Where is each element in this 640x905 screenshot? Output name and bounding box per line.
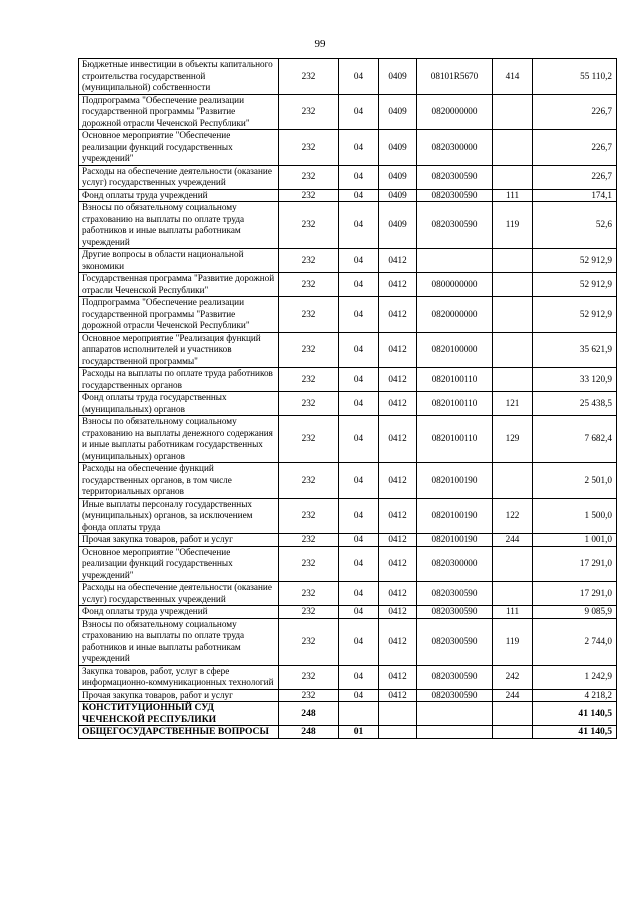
target-article-cell: 0820300590 [417,606,493,619]
expense-type-cell: 244 [493,689,533,702]
table-row [79,463,617,499]
item-name-cell: Бюджетные инвестиции в объекты капитального строительства государственной (муниципальной) собственности [79,59,279,95]
subsection-code-cell: 0412 [379,618,417,665]
item-name-cell: Основное мероприятие "Обеспечение реализации функций государственных учреждений" [79,130,279,166]
amount-cell: 174,1 [533,189,617,202]
page-number: 99 [314,38,326,50]
section-code-cell: 04 [339,582,379,606]
section-code-cell [339,702,379,726]
ministry-code-cell: 232 [279,416,339,463]
item-name-cell: ОБЩЕГОСУДАРСТВЕННЫЕ ВОПРОСЫ [79,726,279,739]
amount-cell: 1 001,0 [533,534,617,547]
section-code-cell: 04 [339,463,379,499]
expense-type-cell: 244 [493,534,533,547]
ministry-code-cell: 232 [279,546,339,582]
item-name-cell: Подпрограмма "Обеспечение реализации государственной программы "Развитие дорожной отрасли Чеченской Республики" [79,94,279,130]
subsection-code-cell: 0412 [379,249,417,273]
expense-type-cell: 121 [493,392,533,416]
table-row [79,249,617,273]
expense-type-cell [493,130,533,166]
table-row [79,498,617,534]
section-code-cell: 04 [339,273,379,297]
amount-cell: 52 912,9 [533,273,617,297]
expense-type-cell [493,368,533,392]
expense-type-cell: 119 [493,202,533,249]
ministry-code-cell: 232 [279,392,339,416]
target-article-cell: 08101R5670 [417,59,493,95]
subsection-code-cell: 0412 [379,546,417,582]
amount-cell: 2 501,0 [533,463,617,499]
expense-type-cell: 122 [493,498,533,534]
subsection-code-cell: 0412 [379,297,417,333]
target-article-cell [417,249,493,273]
table-row [79,94,617,130]
section-code-cell: 04 [339,189,379,202]
target-article-cell: 0820100190 [417,534,493,547]
section-code-cell: 04 [339,332,379,368]
amount-cell: 52 912,9 [533,249,617,273]
ministry-code-cell: 232 [279,498,339,534]
subsection-code-cell [379,726,417,739]
table-row [79,618,617,665]
amount-cell: 52,6 [533,202,617,249]
subsection-code-cell: 0412 [379,273,417,297]
amount-cell: 52 912,9 [533,297,617,333]
ministry-code-cell: 232 [279,165,339,189]
expense-type-cell [493,702,533,726]
target-article-cell: 0820100190 [417,463,493,499]
table-row [79,59,617,95]
table-row [79,392,617,416]
subsection-code-cell: 0412 [379,665,417,689]
ministry-code-cell: 232 [279,130,339,166]
table-row [79,665,617,689]
expense-type-cell [493,463,533,499]
subsection-code-cell: 0412 [379,463,417,499]
expense-type-cell [493,94,533,130]
item-name-cell: Основное мероприятие "Реализация функций аппаратов исполнителей и участников государственной программы" [79,332,279,368]
item-name-cell: Расходы на обеспечение деятельности (оказание услуг) государственных учреждений [79,582,279,606]
expense-type-cell [493,297,533,333]
table-row [79,165,617,189]
subsection-code-cell: 0412 [379,416,417,463]
section-code-cell: 04 [339,618,379,665]
ministry-code-cell: 232 [279,189,339,202]
ministry-code-cell: 232 [279,606,339,619]
item-name-cell: Другие вопросы в области национальной экономики [79,249,279,273]
expense-type-cell [493,273,533,297]
table-row [79,606,617,619]
item-name-cell: Прочая закупка товаров, работ и услуг [79,534,279,547]
item-name-cell: Расходы на обеспечение функций государственных органов, в том числе территориальных органов [79,463,279,499]
subsection-code-cell: 0409 [379,202,417,249]
amount-cell: 17 291,0 [533,582,617,606]
expense-type-cell [493,165,533,189]
ministry-code-cell: 232 [279,368,339,392]
item-name-cell: Государственная программа "Развитие дорожной отрасли Чеченской Республики" [79,273,279,297]
expense-type-cell [493,249,533,273]
target-article-cell: 0820300590 [417,202,493,249]
ministry-code-cell: 232 [279,618,339,665]
subsection-code-cell: 0412 [379,368,417,392]
section-code-cell: 04 [339,416,379,463]
item-name-cell: Фонд оплаты труда учреждений [79,189,279,202]
table-row [79,416,617,463]
subsection-code-cell: 0409 [379,189,417,202]
item-name-cell: Взносы по обязательному социальному страхованию на выплаты по оплате труда работников и иные выплаты работникам учреждений [79,618,279,665]
item-name-cell: Фонд оплаты труда учреждений [79,606,279,619]
subsection-code-cell: 0409 [379,94,417,130]
ministry-code-cell: 248 [279,702,339,726]
amount-cell: 2 744,0 [533,618,617,665]
ministry-code-cell: 232 [279,273,339,297]
ministry-code-cell: 232 [279,94,339,130]
target-article-cell: 0820300590 [417,665,493,689]
item-name-cell: Расходы на выплаты по оплате труда работников государственных органов [79,368,279,392]
item-name-cell: Взносы по обязательному социальному страхованию на выплаты по оплате труда работников и иные выплаты работникам учреждений [79,202,279,249]
item-name-cell: Взносы по обязательному социальному страхованию на выплаты денежного содержания и иные выплаты работникам государственных (муниципальных) органов [79,416,279,463]
expense-type-cell [493,582,533,606]
table-row [79,297,617,333]
target-article-cell: 0800000000 [417,273,493,297]
subsection-code-cell: 0412 [379,606,417,619]
item-name-cell: КОНСТИТУЦИОННЫЙ СУД ЧЕЧЕНСКОЙ РЕСПУБЛИКИ [79,702,279,726]
section-code-cell: 04 [339,392,379,416]
table-row [79,130,617,166]
amount-cell: 1 242,9 [533,665,617,689]
amount-cell: 4 218,2 [533,689,617,702]
table-row [79,546,617,582]
subsection-code-cell: 0412 [379,689,417,702]
ministry-code-cell: 232 [279,689,339,702]
section-code-cell: 04 [339,130,379,166]
amount-cell: 1 500,0 [533,498,617,534]
ministry-code-cell: 232 [279,59,339,95]
item-name-cell: Подпрограмма "Обеспечение реализации государственной программы "Развитие дорожной отрасли Чеченской Республики" [79,297,279,333]
target-article-cell: 0820100110 [417,416,493,463]
subsection-code-cell: 0412 [379,498,417,534]
target-article-cell: 0820300590 [417,689,493,702]
target-article-cell: 0820100110 [417,392,493,416]
item-name-cell: Прочая закупка товаров, работ и услуг [79,689,279,702]
table-row [79,534,617,547]
table-row [79,582,617,606]
subsection-code-cell: 0412 [379,392,417,416]
expense-type-cell [493,546,533,582]
budget-table-body [79,59,617,739]
target-article-cell: 0820300590 [417,618,493,665]
table-row [79,689,617,702]
subsection-code-cell [379,702,417,726]
item-name-cell: Фонд оплаты труда государственных (муниципальных) органов [79,392,279,416]
section-code-cell: 04 [339,202,379,249]
ministry-code-cell: 232 [279,249,339,273]
expense-type-cell: 111 [493,189,533,202]
table-row [79,332,617,368]
amount-cell: 9 085,9 [533,606,617,619]
section-code-cell: 04 [339,94,379,130]
amount-cell: 35 621,9 [533,332,617,368]
table-row [79,273,617,297]
section-code-cell: 04 [339,59,379,95]
ministry-code-cell: 232 [279,463,339,499]
target-article-cell: 0820300590 [417,189,493,202]
table-row [79,726,617,739]
amount-cell: 25 438,5 [533,392,617,416]
ministry-code-cell: 232 [279,582,339,606]
item-name-cell: Расходы на обеспечение деятельности (оказание услуг) государственных учреждений [79,165,279,189]
expense-type-cell: 129 [493,416,533,463]
item-name-cell: Иные выплаты персоналу государственных (муниципальных) органов, за исключением фонда оплаты труда [79,498,279,534]
target-article-cell: 0820100000 [417,332,493,368]
section-code-cell: 04 [339,297,379,333]
subsection-code-cell: 0409 [379,130,417,166]
target-article-cell: 0820100110 [417,368,493,392]
section-code-cell: 04 [339,534,379,547]
amount-cell: 41 140,5 [533,726,617,739]
subsection-code-cell: 0409 [379,59,417,95]
target-article-cell: 0820100190 [417,498,493,534]
expense-type-cell: 414 [493,59,533,95]
subsection-code-cell: 0412 [379,534,417,547]
target-article-cell: 0820300000 [417,546,493,582]
item-name-cell: Основное мероприятие "Обеспечение реализации функций государственных учреждений" [79,546,279,582]
section-code-cell: 01 [339,726,379,739]
section-code-cell: 04 [339,606,379,619]
ministry-code-cell: 232 [279,665,339,689]
section-code-cell: 04 [339,249,379,273]
target-article-cell: 0820300590 [417,165,493,189]
amount-cell: 226,7 [533,94,617,130]
target-article-cell: 0820300000 [417,130,493,166]
target-article-cell: 0820000000 [417,94,493,130]
subsection-code-cell: 0412 [379,332,417,368]
ministry-code-cell: 248 [279,726,339,739]
ministry-code-cell: 232 [279,332,339,368]
expense-type-cell: 119 [493,618,533,665]
section-code-cell: 04 [339,498,379,534]
table-row [79,202,617,249]
amount-cell: 33 120,9 [533,368,617,392]
section-code-cell: 04 [339,665,379,689]
table-row [79,189,617,202]
expense-type-cell: 242 [493,665,533,689]
target-article-cell [417,726,493,739]
expense-type-cell: 111 [493,606,533,619]
expense-type-cell [493,332,533,368]
ministry-code-cell: 232 [279,202,339,249]
amount-cell: 41 140,5 [533,702,617,726]
amount-cell: 226,7 [533,130,617,166]
subsection-code-cell: 0409 [379,165,417,189]
expense-type-cell [493,726,533,739]
budget-table [78,58,617,739]
amount-cell: 7 682,4 [533,416,617,463]
target-article-cell: 0820300590 [417,582,493,606]
amount-cell: 17 291,0 [533,546,617,582]
amount-cell: 226,7 [533,165,617,189]
section-code-cell: 04 [339,546,379,582]
table-row [79,368,617,392]
section-code-cell: 04 [339,165,379,189]
target-article-cell [417,702,493,726]
ministry-code-cell: 232 [279,534,339,547]
subsection-code-cell: 0412 [379,582,417,606]
table-row [79,702,617,726]
item-name-cell: Закупка товаров, работ, услуг в сфере информационно-коммуникационных технологий [79,665,279,689]
amount-cell: 55 110,2 [533,59,617,95]
section-code-cell: 04 [339,368,379,392]
section-code-cell: 04 [339,689,379,702]
target-article-cell: 0820000000 [417,297,493,333]
ministry-code-cell: 232 [279,297,339,333]
